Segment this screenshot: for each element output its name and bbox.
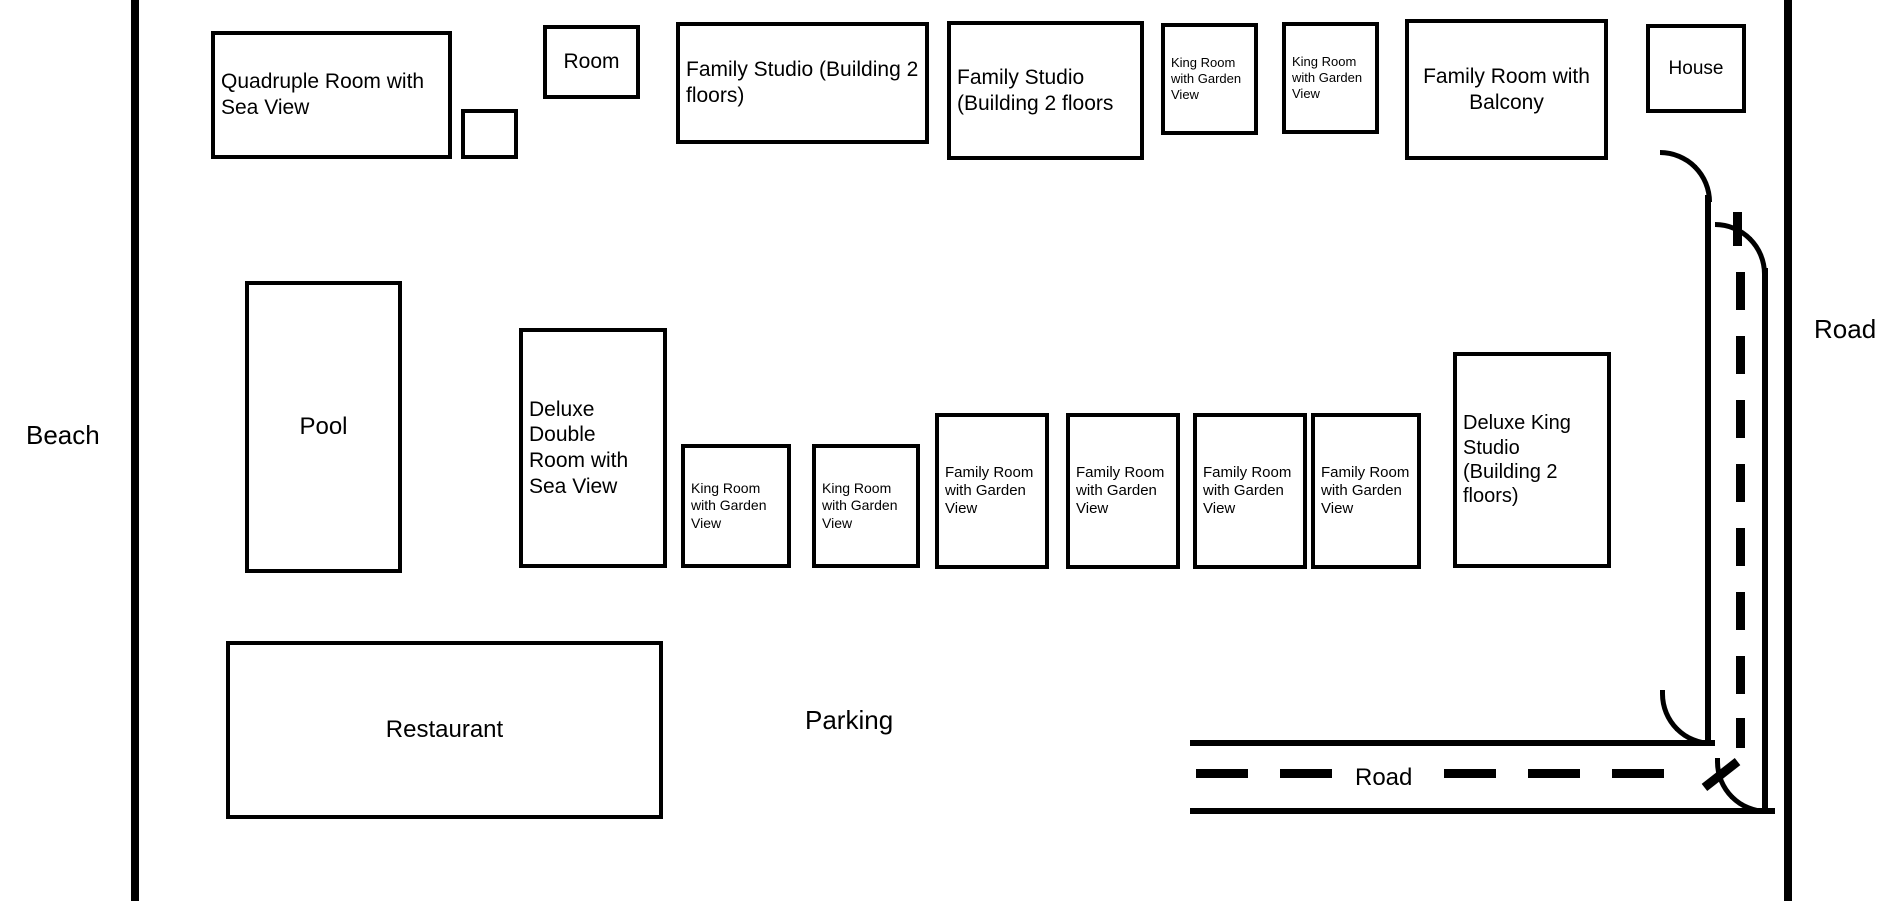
building-family-studio-1 <box>676 22 929 144</box>
road-dash-h <box>1280 769 1332 778</box>
building-label: Family Room with Garden View <box>1203 463 1296 518</box>
building-label: Deluxe Double Room with Sea View <box>529 397 635 498</box>
building-family-room-balcony <box>1405 19 1608 160</box>
building-label: King Room with Garden View <box>1292 54 1366 101</box>
building-label: Family Room with Garden View <box>1076 463 1169 518</box>
label-beach: Beach <box>26 420 100 450</box>
building-pool <box>245 281 402 573</box>
building-deluxe-king-studio <box>1453 352 1611 568</box>
building-small-annex <box>461 109 518 159</box>
road-dash-v <box>1736 272 1745 310</box>
building-family-room-garden-view-2 <box>1066 413 1180 569</box>
building-king-room-garden-view-mid-1 <box>681 444 791 568</box>
road-dash-h <box>1612 769 1664 778</box>
building-king-room-garden-view-mid-2 <box>812 444 920 568</box>
building-label: King Room with Garden View <box>1171 55 1245 102</box>
building-room <box>543 25 640 99</box>
road-dash-h <box>1196 769 1248 778</box>
road-outer-corner-bottom <box>1660 690 1712 746</box>
building-family-room-garden-view-4 <box>1311 413 1421 569</box>
road-dash-h <box>1444 769 1496 778</box>
building-deluxe-double-room-sea-view <box>519 328 667 568</box>
road-dash-v <box>1736 592 1745 630</box>
building-king-room-garden-view-top-1 <box>1161 23 1258 135</box>
building-label: Family Room with Balcony <box>1423 64 1596 114</box>
building-family-studio-2 <box>947 21 1144 160</box>
right-boundary-line <box>1784 0 1792 901</box>
building-label: Quadruple Room with Sea View <box>221 70 430 119</box>
road-dash-v <box>1736 400 1745 438</box>
building-king-room-garden-view-top-2 <box>1282 22 1379 134</box>
building-family-room-garden-view-1 <box>935 413 1049 569</box>
building-label: Room <box>563 50 620 74</box>
label-parking: Parking <box>805 705 894 735</box>
road-outer-corner <box>1660 150 1712 202</box>
road-dash-h <box>1528 769 1580 778</box>
road-dash-v <box>1736 528 1745 566</box>
building-label: Restaurant <box>385 716 504 744</box>
road-outer-edge-horizontal <box>1190 740 1715 746</box>
road-dash-v <box>1733 212 1742 246</box>
building-label: Family Room with Garden View <box>945 463 1038 518</box>
road-dash-v <box>1736 656 1745 694</box>
building-family-room-garden-view-3 <box>1193 413 1307 569</box>
building-label: Deluxe King Studio (Building 2 floors) <box>1463 412 1577 508</box>
building-label: Family Room with Garden View <box>1321 463 1414 518</box>
road-inner-edge-vertical <box>1762 268 1768 808</box>
road-outer-edge-vertical <box>1705 195 1711 740</box>
building-label: King Room with Garden View <box>822 480 902 531</box>
building-restaurant <box>226 641 663 819</box>
building-label: Pool <box>299 413 348 441</box>
building-label: Family Studio (Building 2 floors) <box>686 58 925 107</box>
building-quadruple-room-sea-view <box>211 31 452 159</box>
building-house <box>1646 24 1746 113</box>
label-road-right: Road <box>1814 314 1877 344</box>
building-label: Family Studio (Building 2 floors <box>957 65 1114 115</box>
road-dash-v <box>1736 464 1745 502</box>
label-road-bottom: Road <box>1355 764 1413 791</box>
left-boundary-line <box>131 0 139 901</box>
road-inner-edge-horizontal <box>1190 808 1775 814</box>
road-dash-v <box>1736 718 1745 748</box>
road-dash-v <box>1736 336 1745 374</box>
building-label: King Room with Garden View <box>691 480 771 531</box>
building-label: House <box>1668 57 1724 79</box>
